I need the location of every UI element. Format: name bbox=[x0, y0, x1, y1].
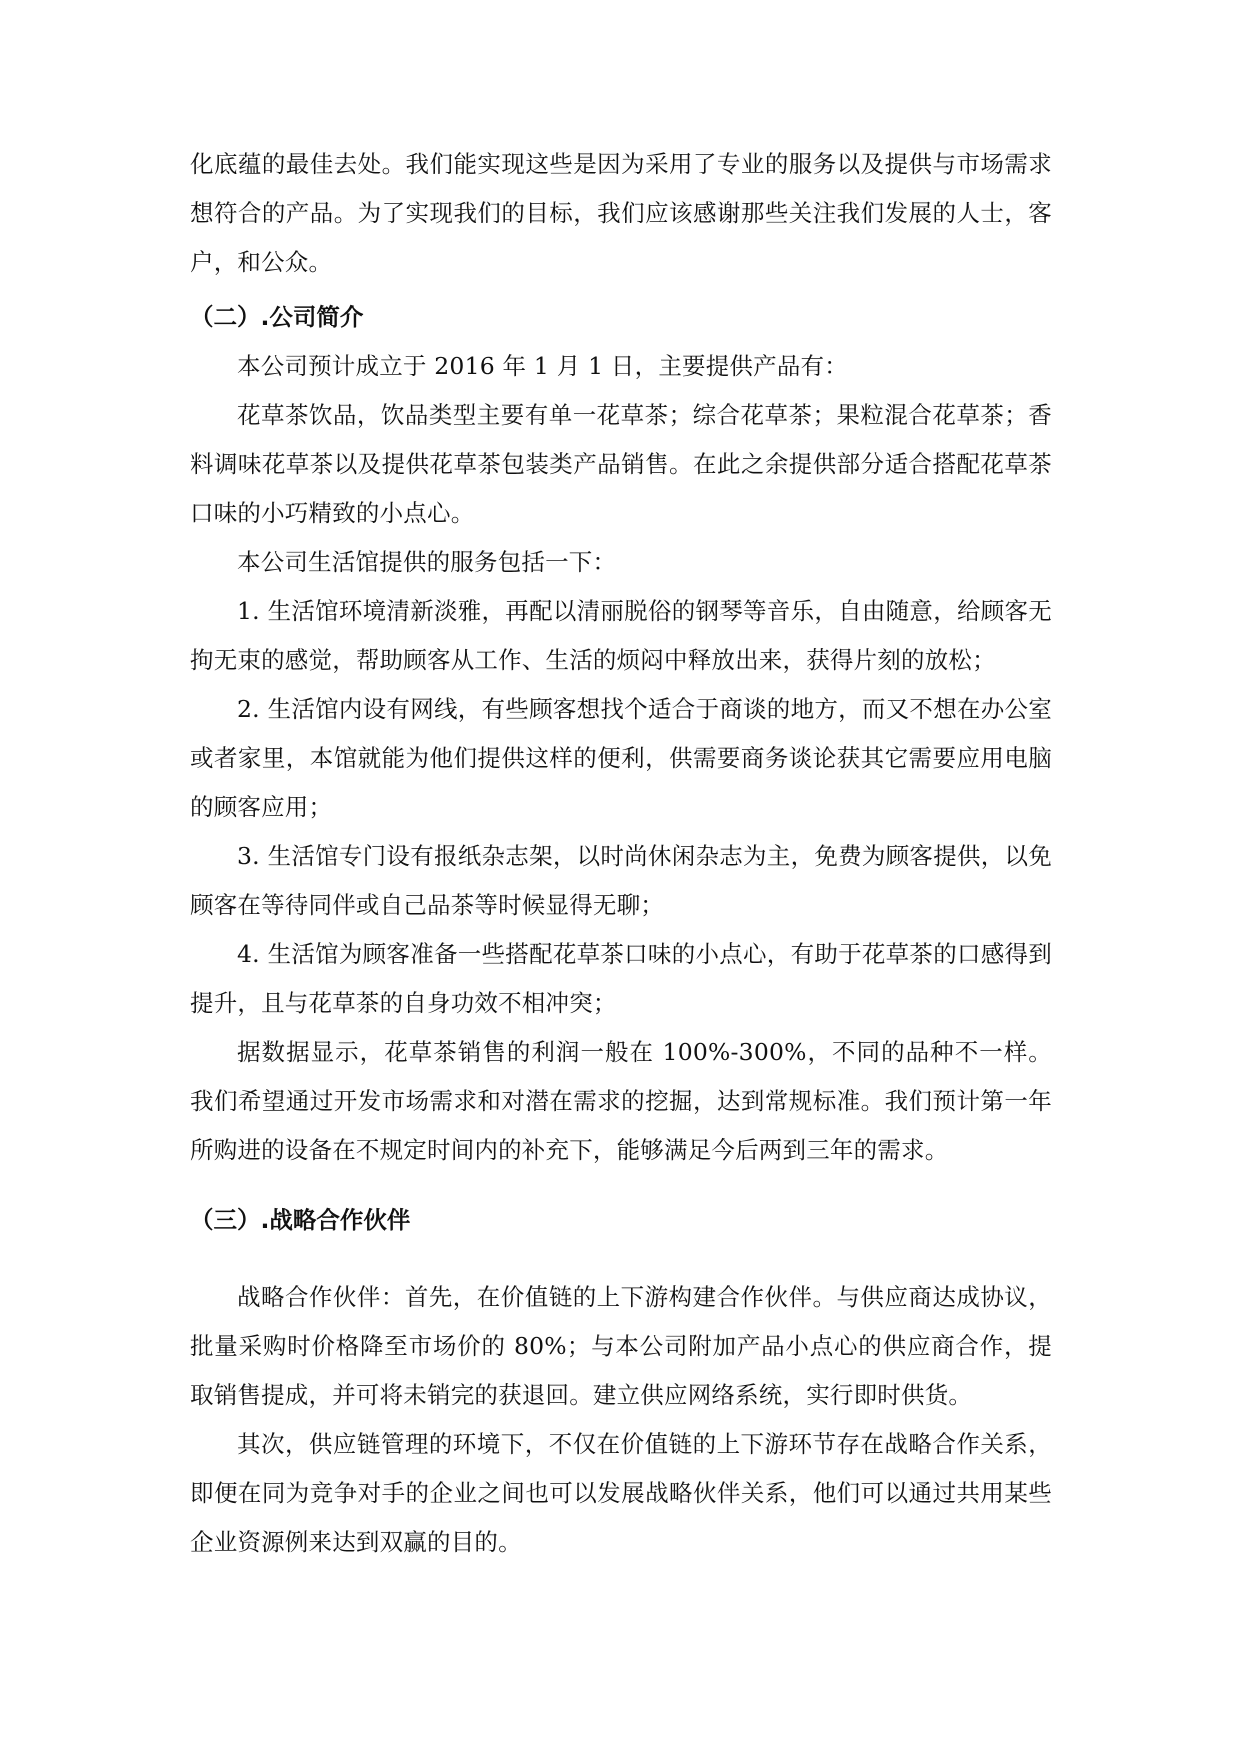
service-item-3: 3. 生活馆专门设有报纸杂志架，以时尚休闲杂志为主，免费为顾客提供，以免顾客在等待同伴或自己品茶等时候显得无聊； bbox=[190, 842, 1052, 919]
intro-paragraph-tail: 化底蕴的最佳去处。我们能实现这些是因为采用了专业的服务以及提供与市场需求想符合的产品。为了实现我们的目标，我们应该感谢那些关注我们发展的人士，客户，和公众。 bbox=[190, 150, 1052, 276]
company-products-paragraph: 花草茶饮品，饮品类型主要有单一花草茶；综合花草茶；果粒混合花草茶；香料调味花草茶以及提供花草茶包装类产品销售。在此之余提供部分适合搭配花草茶口味的小巧精致的小点心。 bbox=[190, 401, 1052, 527]
partners-paragraph-1: 战略合作伙伴：首先，在价值链的上下游构建合作伙伴。与供应商达成协议，批量采购时价格降至市场价的 80%；与本公司附加产品小点心的供应商合作，提取销售提成，并可将未销完的获退回。建立供应网络系统，实行即时供货。 bbox=[190, 1283, 1052, 1409]
profit-paragraph: 据数据显示，花草茶销售的利润一般在 100%-300%，不同的品种不一样。我们希望通过开发市场需求和对潜在需求的挖掘，达到常规标准。我们预计第一年所购进的设备在不规定时间内的补充下，能够满足今后两到三年的需求。 bbox=[190, 1038, 1052, 1164]
service-item-2: 2. 生活馆内设有网线，有些顾客想找个适合于商谈的地方，而又不想在办公室或者家里，本馆就能为他们提供这样的便利，供需要商务谈论获其它需要应用电脑的顾客应用； bbox=[190, 695, 1052, 821]
partners-paragraph-2: 其次，供应链管理的环境下，不仅在价值链的上下游环节存在战略合作关系，即便在同为竞争对手的企业之间也可以发展战略伙伴关系，他们可以通过共用某些企业资源例来达到双赢的目的。 bbox=[190, 1430, 1052, 1556]
service-item-4: 4. 生活馆为顾客准备一些搭配花草茶口味的小点心，有助于花草茶的口感得到提升，且与花草茶的自身功效不相冲突； bbox=[190, 940, 1052, 1017]
company-services-intro: 本公司生活馆提供的服务包括一下： bbox=[237, 548, 617, 576]
section-heading-strategic-partners: （三）.战略合作伙伴 bbox=[190, 1206, 411, 1234]
section-heading-company-profile: （二）.公司简介 bbox=[190, 303, 364, 331]
company-founding-paragraph: 本公司预计成立于 2016 年 1 月 1 日，主要提供产品有： bbox=[237, 352, 848, 380]
service-item-1: 1. 生活馆环境清新淡雅，再配以清丽脱俗的钢琴等音乐，自由随意，给顾客无拘无束的感觉，帮助顾客从工作、生活的烦闷中释放出来，获得片刻的放松； bbox=[190, 597, 1052, 674]
